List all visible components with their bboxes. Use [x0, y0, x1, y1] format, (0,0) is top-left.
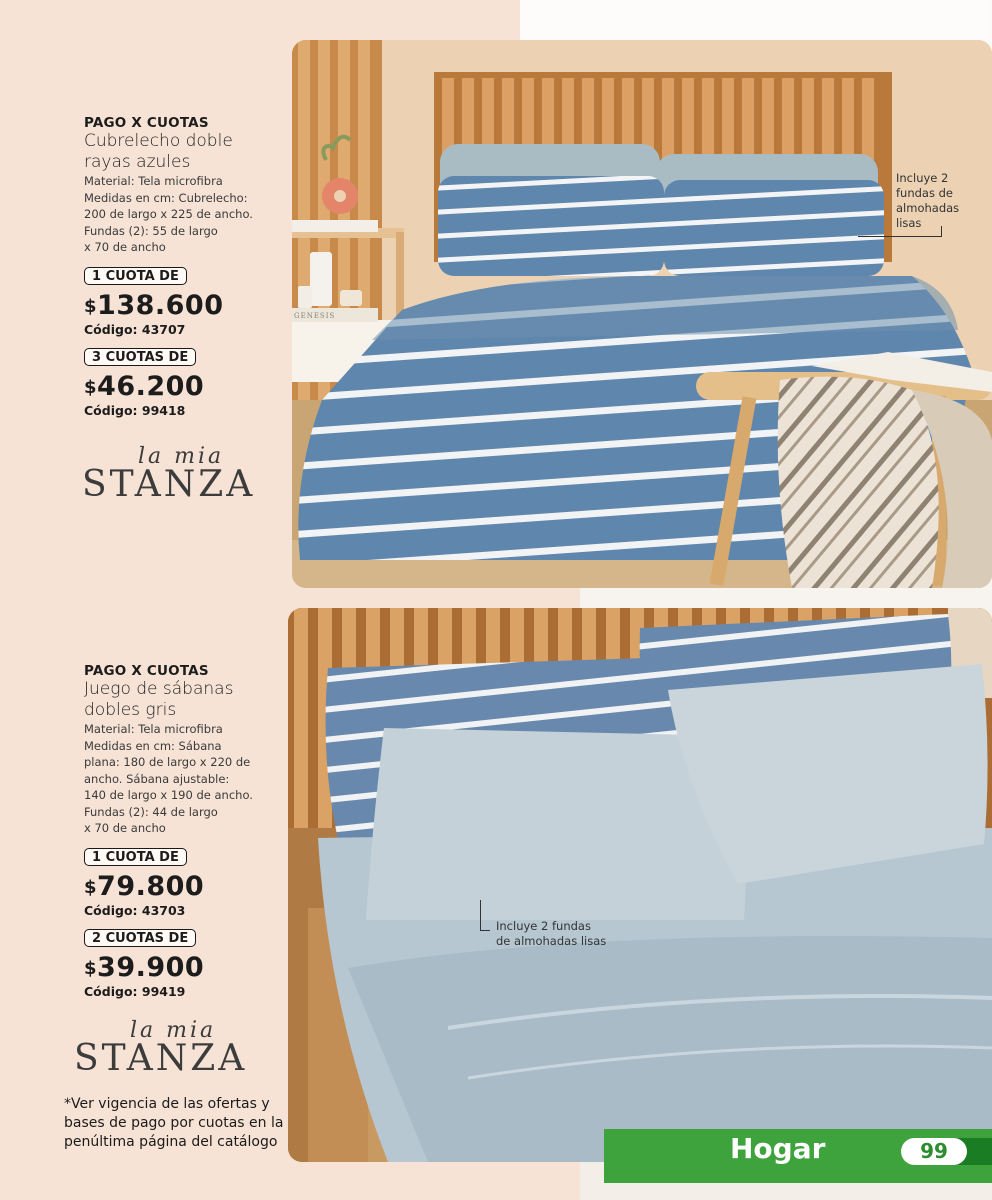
product-photo-sheets: [288, 608, 992, 1162]
price-installments: $46.200: [84, 370, 205, 402]
note-leader-line: [480, 900, 481, 930]
installment-badge-2: 2 CUOTAS DE: [84, 929, 196, 947]
offers-footnote: *Ver vigencia de las ofertas y bases de pago por cuotas en la penúltima página del catálogo: [64, 1096, 284, 1150]
installment-badge-1: 1 CUOTA DE: [84, 267, 187, 285]
product-code-1: Código: 43707: [84, 321, 186, 337]
product-specs: Material: Tela microfibra Medidas en cm: Sábana plana: 180 de largo x 220 de ancho. Sábana ajustable: 140 de largo x 190 de ancho. Fundas (2): 44 de largo x 70 de ancho: [84, 722, 253, 835]
page-background-top: [520, 0, 990, 40]
section-title: Hogar: [730, 1132, 826, 1165]
page-number: 99: [901, 1138, 967, 1165]
note-leader-tick: [480, 930, 490, 931]
note-leader-line: [858, 236, 942, 237]
product-code-2: Código: 99418: [84, 402, 186, 418]
installment-badge-1: 1 CUOTA DE: [84, 848, 187, 866]
photo-note-included-pillowcases: Incluye 2 fundas de almohadas lisas: [896, 171, 960, 230]
installment-badge-2: 3 CUOTAS DE: [84, 348, 196, 366]
product-code-1: Código: 43703: [84, 902, 186, 918]
product-code-2: Código: 99419: [84, 983, 186, 999]
brand-logo-la-mia-stanza: la mia STANZA: [74, 1018, 248, 1079]
book-label: GENESIS: [294, 312, 336, 320]
price-single: $138.600: [84, 289, 224, 321]
price-single: $79.800: [84, 870, 205, 902]
product-photo-coverlet: [292, 40, 992, 588]
payment-heading: PAGO X CUOTAS: [84, 663, 209, 679]
product-specs: Material: Tela microfibra Medidas en cm: Cubrelecho: 200 de largo x 225 de ancho. Fundas (2): 55 de largo x 70 de ancho: [84, 174, 253, 254]
product-info-sheets: [84, 663, 284, 999]
note-leader-tick: [941, 226, 942, 237]
payment-heading: PAGO X CUOTAS: [84, 115, 209, 131]
brand-logo-la-mia-stanza: la mia STANZA: [82, 444, 256, 505]
coverlet-bedroom-illustration: [292, 40, 992, 588]
product-name: Juego de sábanas dobles gris: [84, 679, 234, 720]
product-info-coverlet: [84, 115, 284, 418]
sheets-bedroom-illustration: [288, 608, 992, 1162]
product-name: Cubrelecho doble rayas azules: [84, 131, 233, 172]
photo-note-included-pillowcases: Incluye 2 fundas de almohadas lisas: [496, 919, 607, 948]
price-installments: $39.900: [84, 951, 205, 983]
